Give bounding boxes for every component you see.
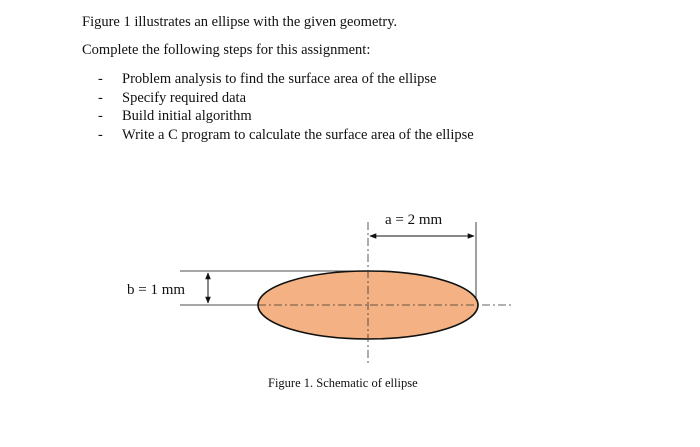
bullet-dash: - bbox=[98, 108, 103, 124]
step-text: Specify required data bbox=[122, 89, 247, 106]
figure-caption: Figure 1. Schematic of ellipse bbox=[268, 376, 418, 390]
label-b: b = 1 mm bbox=[127, 282, 186, 298]
bullet-dash: - bbox=[98, 71, 103, 87]
step-text: Write a C program to calculate the surface area of the ellipse bbox=[122, 126, 474, 143]
bullet-dash: - bbox=[98, 126, 103, 143]
step-text: Problem analysis to find the surface area of the ellipse bbox=[122, 71, 437, 87]
intro-paragraph: Figure 1 illustrates an ellipse with the given geometry. bbox=[82, 14, 398, 30]
label-a: a = 2 mm bbox=[385, 212, 443, 228]
bullet-dash: - bbox=[98, 89, 103, 106]
step-text: Build initial algorithm bbox=[122, 108, 252, 124]
steps-intro-paragraph: Complete the following steps for this assignment: bbox=[82, 42, 371, 58]
